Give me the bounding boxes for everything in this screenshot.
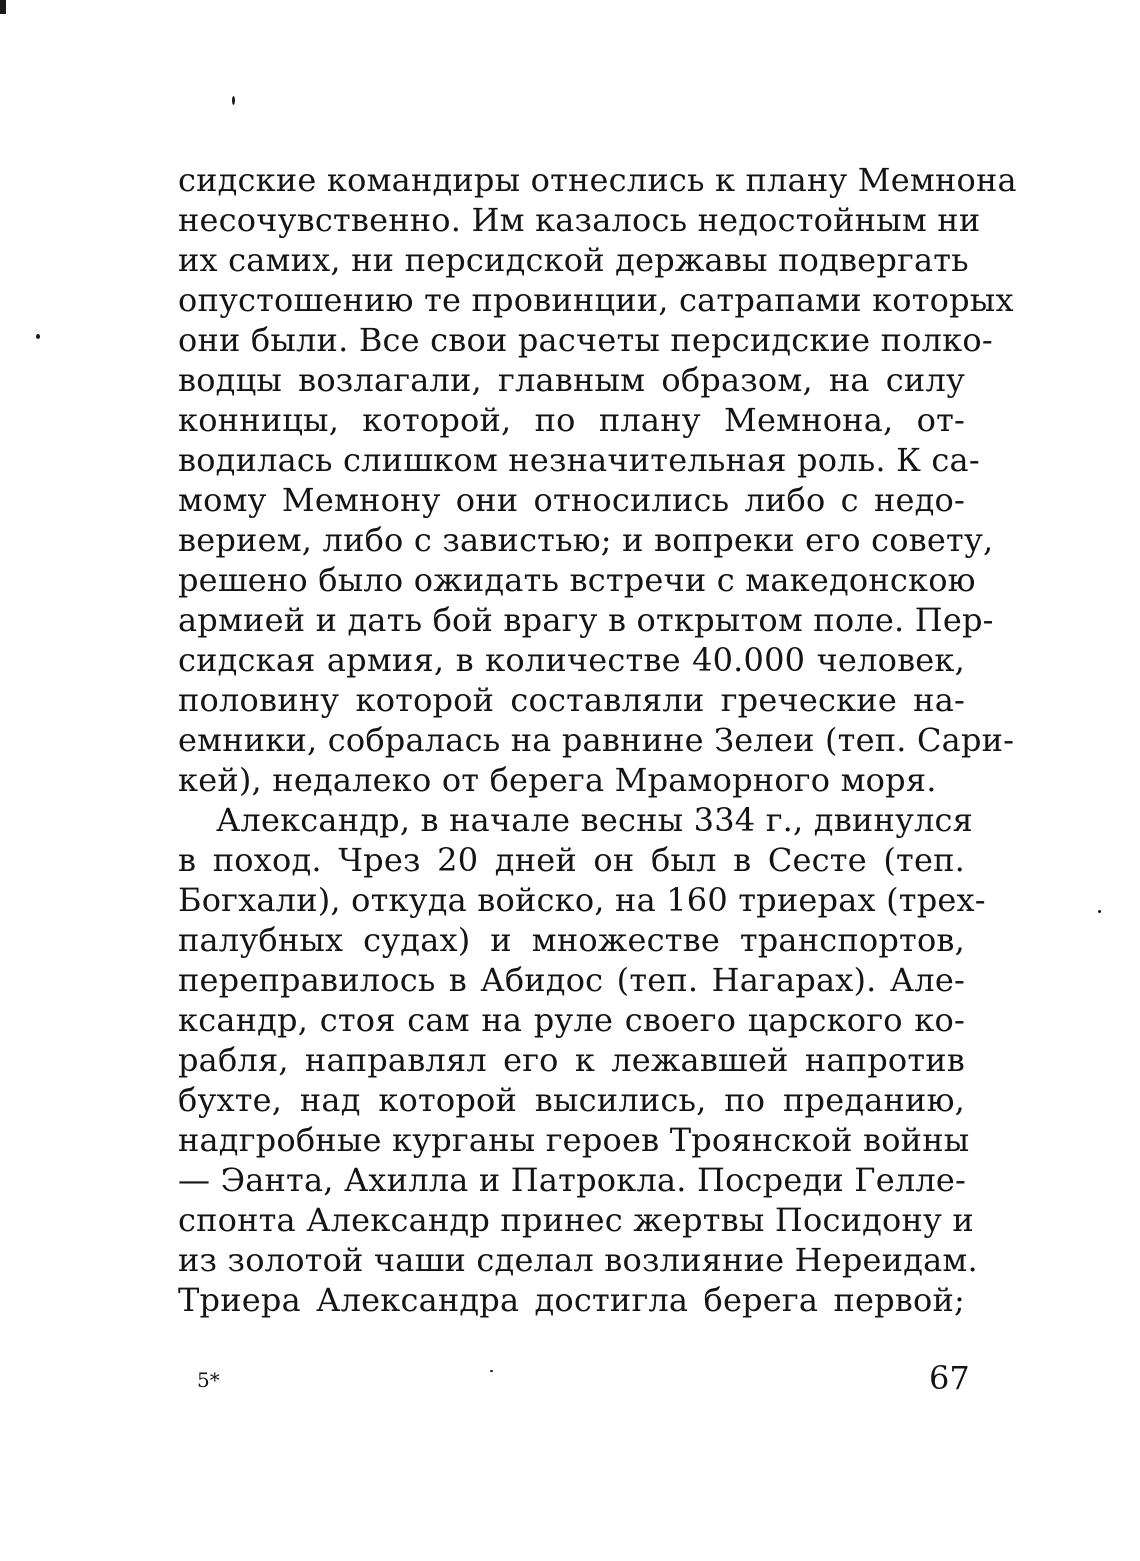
text-line: спонта Александр принес жертвы Посидону и xyxy=(178,1201,974,1239)
text-line: Триера Александра достигла берега первой; xyxy=(178,1281,965,1319)
text-line: — Эанта, Ахилла и Патрокла. Посреди Гелле- xyxy=(178,1161,967,1199)
page-body xyxy=(178,160,1017,1320)
text-line: кей), недалеко от берега Мраморного моря. xyxy=(178,761,937,799)
text-line: решено было ожидать встречи с македонскою xyxy=(178,561,976,599)
paragraph xyxy=(178,800,986,1320)
text-line: Богхали), откуда войско, на 160 триерах (трех- xyxy=(178,881,986,919)
text-line: надгробные курганы героев Троянской войны xyxy=(178,1121,970,1159)
text-line: верием, либо с завистью; и вопреки его совету, xyxy=(178,521,994,559)
text-line: Александр, в начале весны 334 г., двинулся xyxy=(216,801,974,839)
text-line: сидские командиры отнеслись к плану Мемнона xyxy=(178,161,1017,199)
scan-speck xyxy=(1098,910,1101,913)
text-line: рабля, направлял его к лежавшей напротив xyxy=(178,1041,965,1079)
scan-corner-mark xyxy=(0,0,6,14)
text-line: из золотой чаши сделал возлияние Нереидам. xyxy=(178,1241,978,1279)
signature-mark: 5* xyxy=(197,1368,220,1392)
text-line: палубных судах) и множестве транспортов, xyxy=(178,921,965,959)
scan-speck xyxy=(232,96,235,105)
scan-speck xyxy=(490,1370,493,1372)
page-number: 67 xyxy=(929,1359,970,1397)
text-line: половину которой составляли греческие на- xyxy=(178,681,965,719)
text-line: конницы, которой, по плану Мемнона, от- xyxy=(178,401,965,439)
text-line: они были. Все свои расчеты персидские полко- xyxy=(178,321,993,359)
text-line: ксандр, стоя сам на руле своего царского ко- xyxy=(178,1001,965,1039)
text-line: мому Мемнону они относились либо с недо- xyxy=(178,481,965,519)
text-line: в поход. Чрез 20 дней он был в Сесте (теп. xyxy=(178,841,965,879)
text-line: несочувственно. Им казалось недостойным ни xyxy=(178,201,981,239)
paragraph xyxy=(178,160,1017,800)
text-line: водцы возлагали, главным образом, на силу xyxy=(178,361,965,399)
text-line: бухте, над которой высились, по преданию, xyxy=(178,1081,965,1119)
text-line: переправилось в Абидос (теп. Нагарах). Але- xyxy=(178,961,965,999)
text-line: водилась слишком незначительная роль. К са- xyxy=(178,441,980,479)
text-line: армией и дать бой врагу в открытом поле. Пер- xyxy=(178,601,994,639)
text-line: сидская армия, в количестве 40.000 человек, xyxy=(178,641,965,679)
text-line: их самих, ни персидской державы подвергать xyxy=(178,241,969,279)
text-line: опустошению те провинции, сатрапами которых xyxy=(178,281,1014,319)
scan-speck xyxy=(36,334,40,339)
text-line: емники, собралась на равнине Зелеи (теп. Сари- xyxy=(178,721,1015,759)
